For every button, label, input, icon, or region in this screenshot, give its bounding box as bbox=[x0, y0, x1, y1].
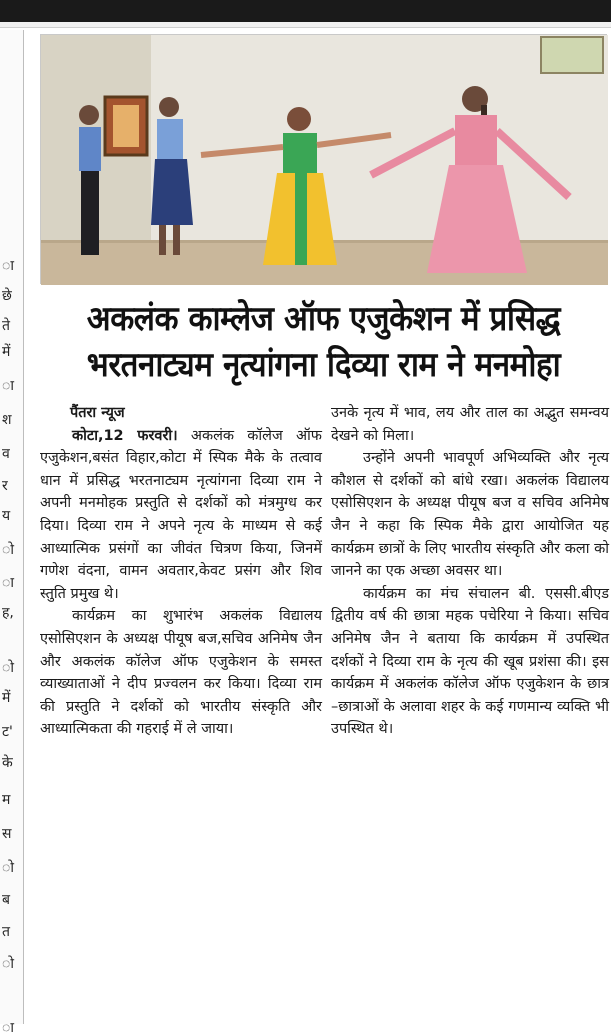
article-column-right bbox=[331, 402, 609, 741]
adjacent-fragment: ट' bbox=[2, 724, 13, 740]
article-headline bbox=[40, 296, 607, 388]
adjacent-fragment: ो bbox=[2, 860, 14, 876]
adjacent-fragment: र bbox=[2, 478, 8, 494]
adjacent-fragment: ो bbox=[2, 660, 14, 676]
adjacent-fragment: म bbox=[2, 792, 11, 808]
page-top-edge bbox=[0, 22, 611, 28]
adjacent-fragment: के bbox=[2, 755, 13, 771]
byline: पैंतरा न्यूज bbox=[70, 405, 125, 421]
adjacent-fragment: ा bbox=[2, 575, 14, 591]
adjacent-fragment: ते bbox=[2, 318, 10, 334]
adjacent-fragment: छे bbox=[2, 288, 12, 304]
adjacent-fragment: त bbox=[2, 924, 10, 940]
paragraph: कार्यक्रम का शुभारंभ अकलंक विद्यालय एसोसिएशन के अध्यक्ष पीयूष बज,सचिव अनिमेष जैन और अकलंक कॉलेज ऑफ एजुकेशन के समस्त व्याख्याताओं ने दीप प्रज्वलन कर किया। दिव्या राम की प्रस्तुति ने दर्शकों को भारतीय संस्कृति और आध्यात्मिकता की गहराई में ले जाया। bbox=[40, 608, 322, 738]
adjacent-fragment: ह, bbox=[2, 605, 14, 621]
adjacent-fragment: ा bbox=[2, 378, 14, 394]
adjacent-fragment: ब bbox=[2, 892, 10, 908]
adjacent-fragment: ा bbox=[2, 258, 14, 274]
paragraph: कार्यक्रम का मंच संचालन बी. एससी.बीएड द्वितीय वर्ष की छात्रा महक पचेरिया ने किया। सचिव अनिमेष जैन ने बताया कि कार्यक्रम में उपस्थित दर्शकों ने दिव्या राम के नृत्य की खूब प्रशंसा की। इस कार्यक्रम में अकलंक कॉलेज ऑफ एजुकेशन के छात्र –छात्राओं के अलावा शहर के कई गणमान्य व्यक्ति भी उपस्थित थे। bbox=[331, 585, 609, 738]
headline-line-2: भरतनाट्यम नृत्यांगना दिव्या राम ने मनमोहा bbox=[86, 345, 561, 385]
paragraph: उनके नृत्य में भाव, लय और ताल का अद्भुत समन्वय देखने को मिला। bbox=[331, 405, 609, 444]
page-top-bar bbox=[0, 0, 611, 22]
paragraph: उन्होंने अपनी भावपूर्ण अभिव्यक्ति और नृत्य कौशल से दर्शकों को बांधे रखा। अकलंक विद्यालय एसोसिएशन के अध्यक्ष पीयूष बज व सचिव अनिमेष जैन ने कहा कि स्पिक मैके द्वारा आयोजित यह कार्यक्रम छात्रों के लिए भारतीय संस्कृति और कला को जानने का एक अच्छा अवसर था। bbox=[331, 450, 609, 580]
adjacent-fragment: ो bbox=[2, 542, 14, 558]
dance-performance-photo bbox=[41, 35, 608, 285]
adjacent-fragment: य bbox=[2, 508, 11, 524]
adjacent-fragment: श bbox=[2, 412, 12, 428]
paragraph bbox=[40, 425, 322, 606]
adjacent-fragment: में bbox=[2, 344, 11, 360]
adjacent-fragment: स bbox=[2, 826, 12, 842]
adjacent-fragment: में bbox=[2, 690, 11, 706]
dateline: कोटा,12 फरवरी। bbox=[72, 427, 178, 444]
paragraph-text: अकलंक कॉलेज ऑफ एजुकेशन,बसंत विहार,कोटा में स्पिक मैके के तत्वाव धान में प्रसिद्ध भरतनाट्यम नृत्यांगना दिव्या राम ने अपनी मनमोहक प्रस्तुति से दर्शकों को मंत्रमुग्ध कर दिया। दिव्या राम ने अपने नृत्य के माध्यम से कई आध्यात्मिक प्रसंगों का जीवंत चित्रण किया, जिनमें गणेश वंदना, वामन अवतार,केवट प्रसंग और शिव स्तुति प्रमुख थे। bbox=[40, 427, 322, 602]
headline-line-1: अकलंक काम्लेज ऑफ एजुकेशन में प्रसिद्ध bbox=[86, 299, 561, 339]
adjacent-fragment: व bbox=[2, 446, 10, 462]
article-column-left bbox=[40, 402, 322, 741]
adjacent-column-strip bbox=[0, 30, 24, 1036]
article-photo bbox=[40, 34, 607, 284]
adjacent-fragment: ो bbox=[2, 956, 14, 972]
adjacent-fragment: ा bbox=[2, 1020, 14, 1036]
